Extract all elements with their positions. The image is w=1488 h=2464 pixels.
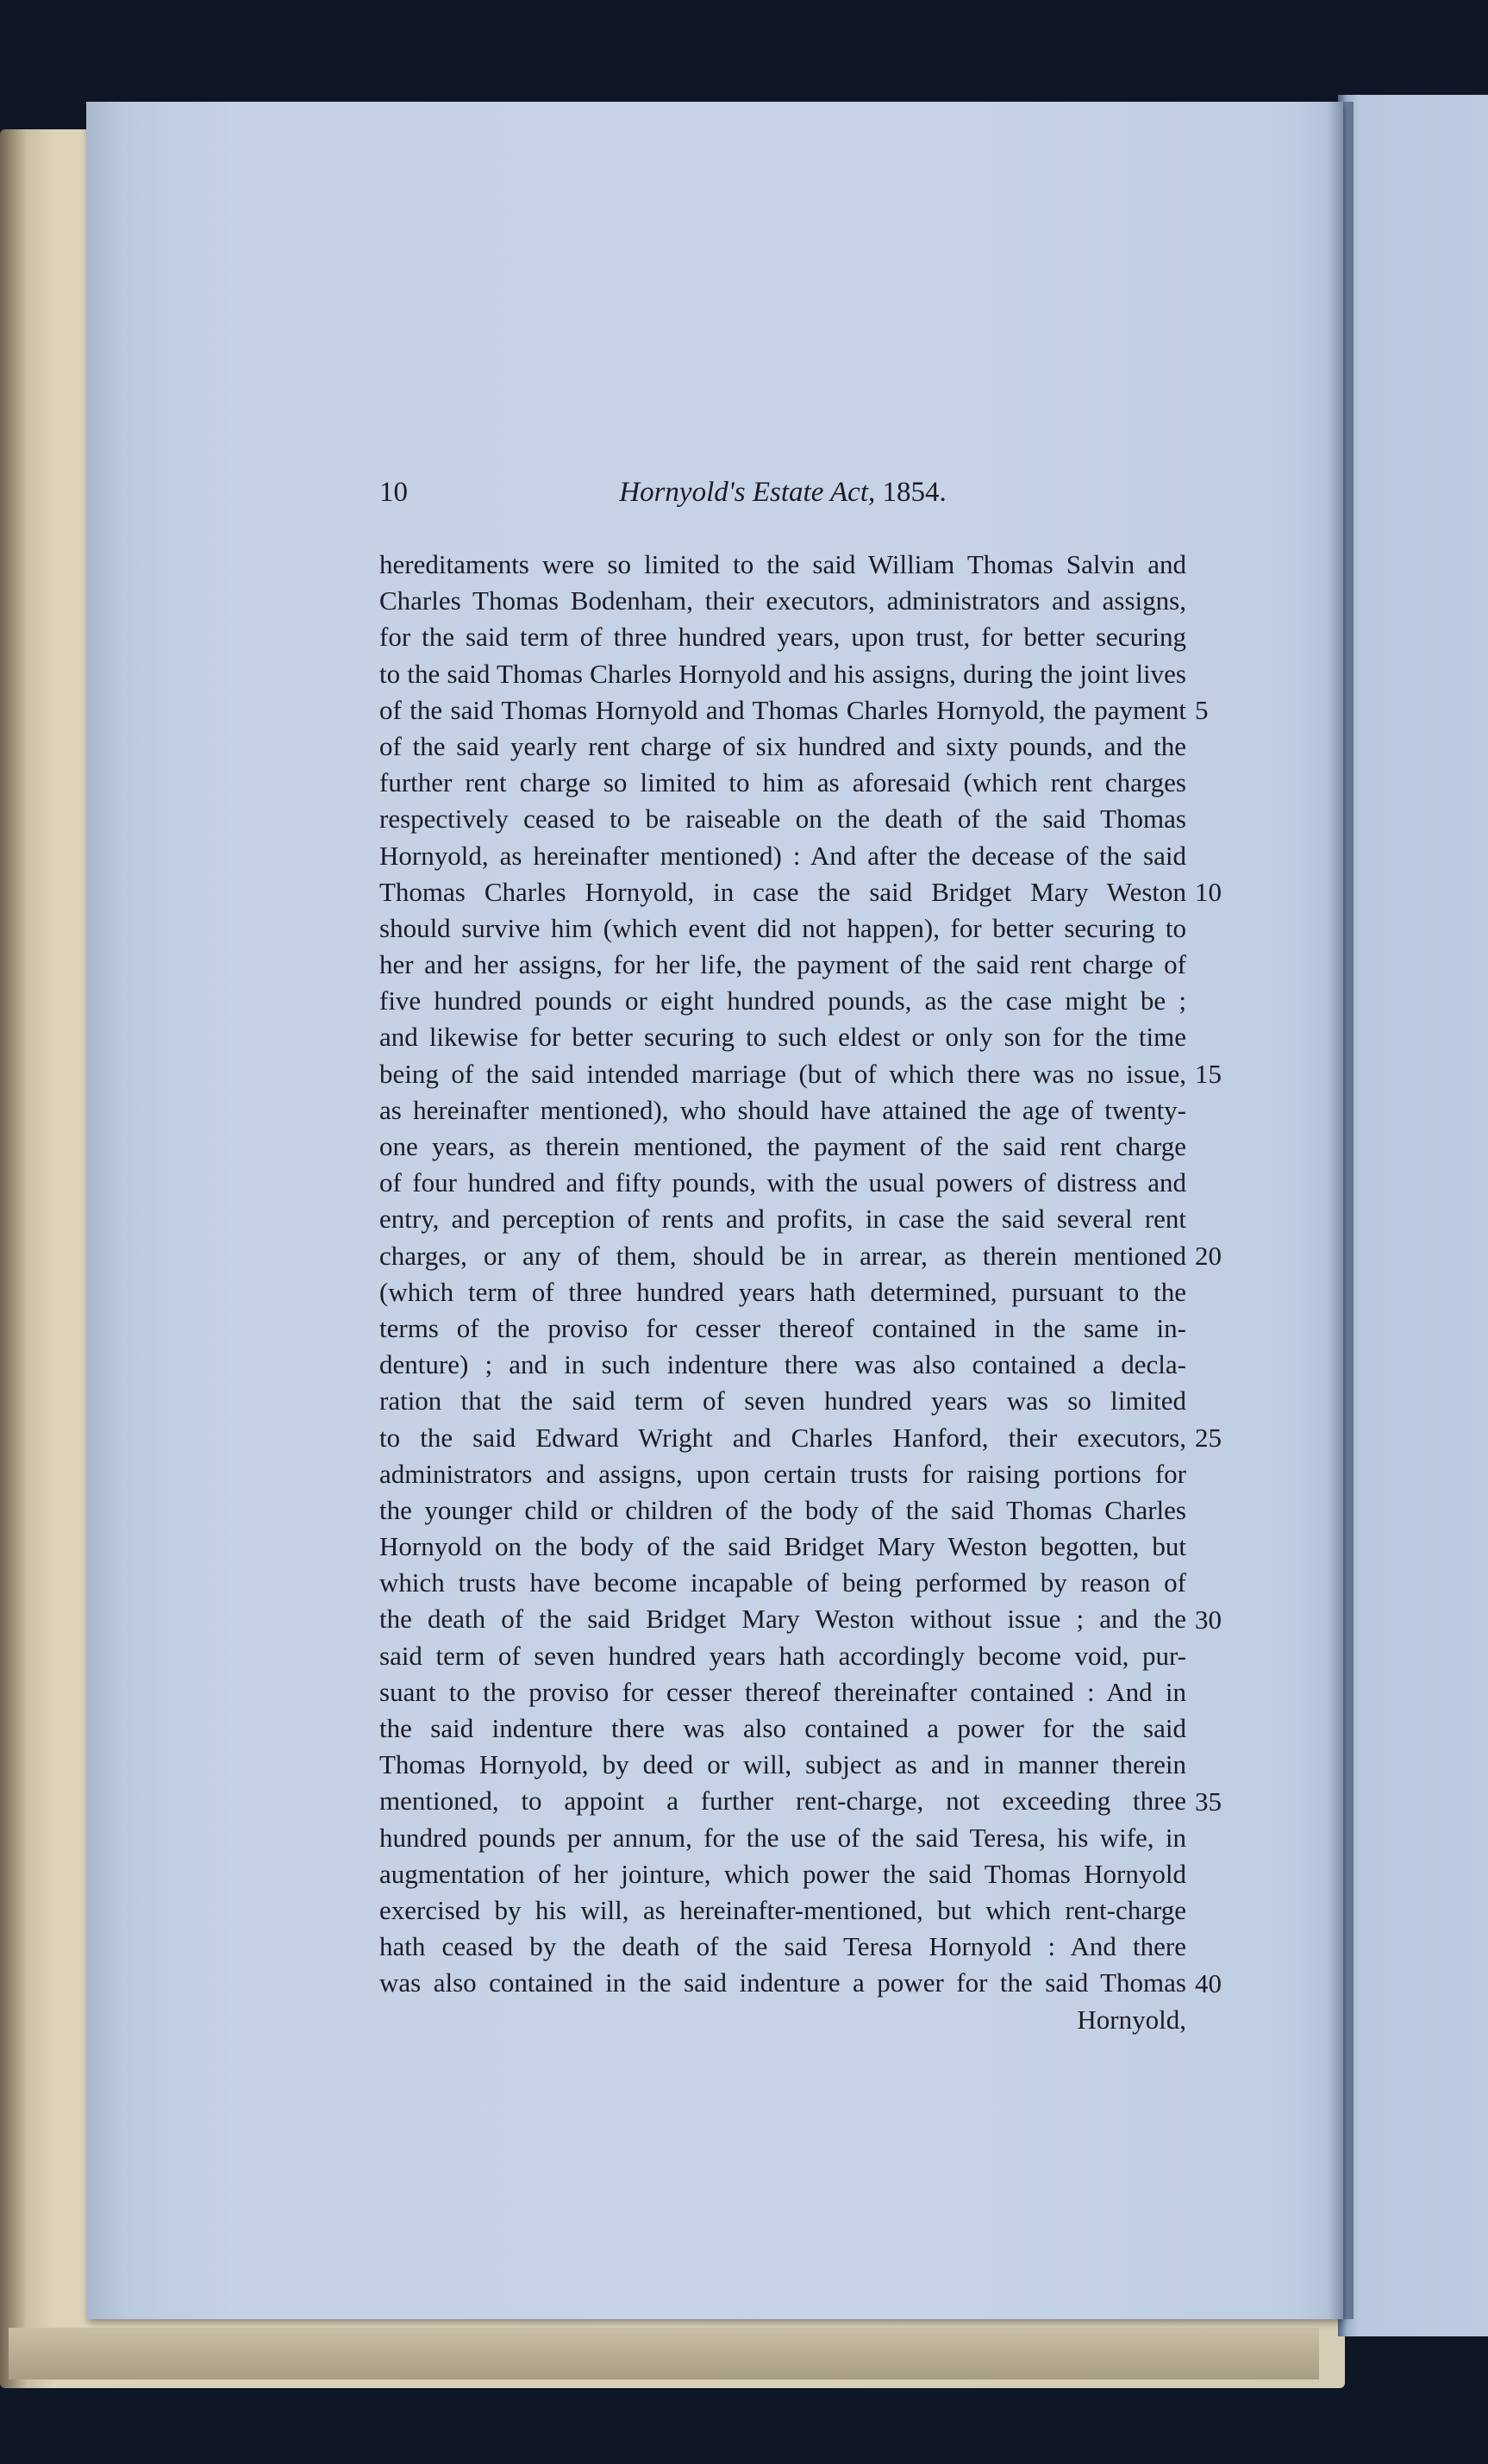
- line-number: 30: [1195, 1604, 1222, 1635]
- facing-page-edge: [1338, 95, 1488, 2336]
- page-number: 10: [379, 477, 408, 508]
- text-line: to the said Edward Wright and Charles Hanford, their executors,: [379, 1422, 1186, 1453]
- text-line: was also contained in the said indenture a power for the said Thomas: [379, 1967, 1186, 1998]
- line-number: 40: [1195, 1967, 1222, 1998]
- text-line: Charles Thomas Bodenham, their executors, administrators and assigns,: [379, 585, 1186, 616]
- line-number: 25: [1195, 1422, 1222, 1453]
- text-line: for the said term of three hundred years, upon trust, for better securing: [379, 622, 1186, 653]
- text-line: the death of the said Bridget Mary Weston without issue ; and the: [379, 1604, 1186, 1635]
- text-line: hath ceased by the death of the said Teresa Hornyold : And there: [379, 1931, 1186, 1962]
- line-number: 10: [1195, 876, 1222, 907]
- text-line: administrators and assigns, upon certain trusts for raising portions for: [379, 1458, 1186, 1489]
- text-line: five hundred pounds or eight hundred pounds, as the case might be ;: [379, 985, 1186, 1016]
- text-line: her and her assigns, for her life, the payment of the said rent charge of: [379, 949, 1186, 980]
- text-line: being of the said intended marriage (but of which there was no issue,: [379, 1058, 1186, 1089]
- text-line: of the said yearly rent charge of six hundred and sixty pounds, and the: [379, 730, 1186, 761]
- running-header: [379, 477, 1186, 518]
- text-line: one years, as therein mentioned, the payment of the said rent charge: [379, 1131, 1186, 1161]
- text-line: Hornyold,: [1077, 2004, 1186, 2035]
- text-line: the said indenture there was also contained a power for the said: [379, 1713, 1186, 1743]
- text-line: charges, or any of them, should be in arrear, as therein mentioned: [379, 1240, 1186, 1271]
- text-line: and likewise for better securing to such eldest or only son for the time: [379, 1022, 1186, 1053]
- line-number: 35: [1195, 1785, 1222, 1817]
- text-line: ration that the said term of seven hundred years was so limited: [379, 1385, 1186, 1416]
- line-number: 15: [1195, 1058, 1222, 1089]
- text-line: exercised by his will, as hereinafter-mentioned, but which rent-charge: [379, 1894, 1186, 1925]
- body-text: [379, 547, 1186, 2038]
- line-number: 5: [1195, 694, 1209, 725]
- text-line: said term of seven hundred years hath accordingly become void, pur-: [379, 1640, 1186, 1671]
- text-line: Hornyold, as hereinafter mentioned) : And after the decease of the said: [379, 840, 1186, 871]
- running-title: [379, 477, 1186, 509]
- text-line: further rent charge so limited to him as aforesaid (which rent charges: [379, 767, 1186, 798]
- text-line: respectively ceased to be raiseable on the death of the said Thomas: [379, 804, 1186, 835]
- text-line: terms of the proviso for cesser thereof contained in the same in-: [379, 1312, 1186, 1343]
- page-edges: [9, 2328, 1319, 2380]
- text-line: denture) ; and in such indenture there was also contained a decla-: [379, 1349, 1186, 1380]
- text-line: augmentation of her jointure, which power the said Thomas Hornyold: [379, 1858, 1186, 1889]
- text-line: entry, and perception of rents and profits, in case the said several rent: [379, 1204, 1186, 1235]
- gutter-shadow: [1328, 102, 1354, 2319]
- text-line: should survive him (which event did not happen), for better securing to: [379, 912, 1186, 943]
- act-title: Hornyold's Estate Act,: [619, 477, 876, 508]
- text-line: Hornyold on the body of the said Bridget Mary Weston begotten, but: [379, 1531, 1186, 1562]
- text-line: (which term of three hundred years hath determined, pursuant to the: [379, 1276, 1186, 1307]
- text-line: hereditaments were so limited to the said William Thomas Salvin and: [379, 549, 1186, 579]
- text-line: the younger child or children of the body of the said Thomas Charles: [379, 1494, 1186, 1525]
- text-line: as hereinafter mentioned), who should have attained the age of twenty-: [379, 1094, 1186, 1125]
- text-line: hundred pounds per annum, for the use of the said Teresa, his wife, in: [379, 1822, 1186, 1853]
- text-line: which trusts have become incapable of being performed by reason of: [379, 1567, 1186, 1598]
- text-line: suant to the proviso for cesser thereof thereinafter contained : And in: [379, 1676, 1186, 1707]
- text-line: Thomas Hornyold, by deed or will, subject as and in manner therein: [379, 1749, 1186, 1780]
- text-line: of the said Thomas Hornyold and Thomas Charles Hornyold, the payment: [379, 694, 1186, 725]
- text-line: to the said Thomas Charles Hornyold and his assigns, during the joint lives: [379, 658, 1186, 689]
- act-year: 1854.: [882, 477, 947, 508]
- text-line: mentioned, to appoint a further rent-charge, not exceeding three: [379, 1785, 1186, 1817]
- text-line: of four hundred and fifty pounds, with the usual powers of distress and: [379, 1167, 1186, 1198]
- text-line: Thomas Charles Hornyold, in case the said Bridget Mary Weston: [379, 876, 1186, 907]
- line-number: 20: [1195, 1240, 1222, 1271]
